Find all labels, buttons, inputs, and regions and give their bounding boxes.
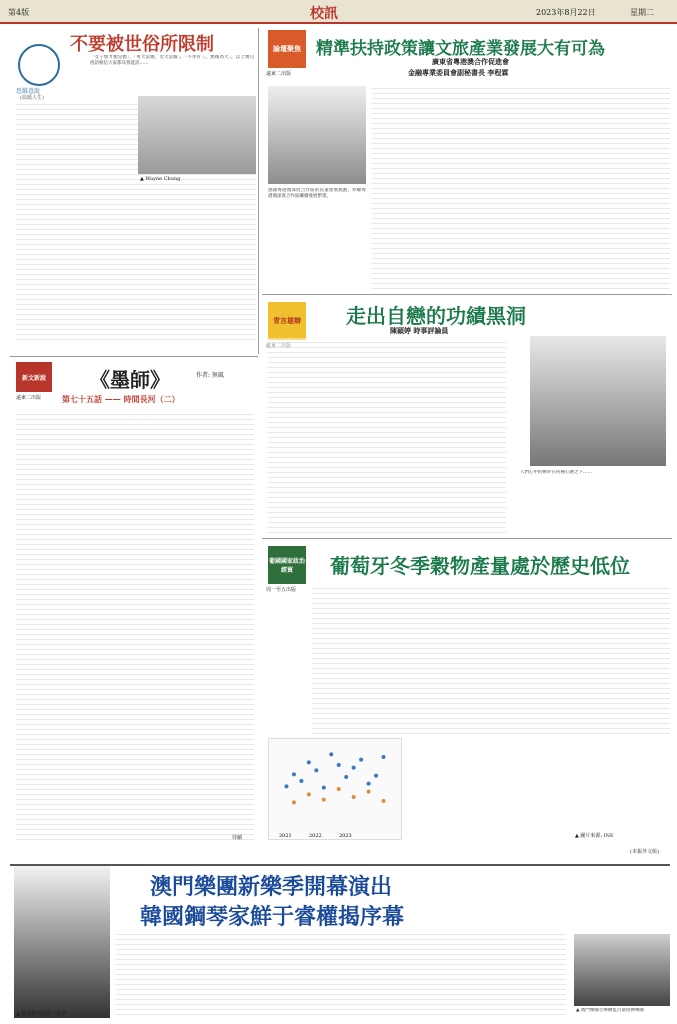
forum-badge-label: 遠東二出版 <box>266 71 292 77</box>
chart-point <box>382 799 386 803</box>
article1-lead: 「女子無才便是德」、「男大當婚，女大當嫁」，「不孝有三，無後為大」。以上幾句俗語相信大家都耳熟能詳…… <box>90 55 254 67</box>
grain-chart <box>268 738 402 840</box>
chart-point <box>322 798 326 802</box>
article1-photo <box>138 96 256 174</box>
chart-point <box>292 772 296 776</box>
chart-point <box>337 787 341 791</box>
chart-legend-label: 2023 <box>339 833 352 839</box>
chart-caption: ▲ 圖片來源: INE <box>575 833 614 839</box>
article3-title: 走出自戀的功績黑洞 <box>346 304 526 328</box>
article5-credit: (本報外文組) <box>630 849 659 855</box>
article5-title: 葡萄牙冬季穀物產量處於歷史低位 <box>330 554 630 578</box>
chart-point <box>359 758 363 762</box>
chart-point <box>337 763 341 767</box>
portugal-badge-sub: 周一至五出版 <box>266 587 297 593</box>
article4-author: 作者: 無風 <box>196 372 224 379</box>
chart-point <box>382 755 386 759</box>
article6-title2: 韓國鋼琴家鮮于睿權揭序幕 <box>140 904 405 930</box>
article2-sub1: 廣東省粵港澳合作促進會 <box>432 57 509 66</box>
chart-point <box>284 784 288 788</box>
paper-title: 校訊 <box>310 6 338 22</box>
article2-body-placeholder <box>372 84 670 292</box>
badge-title: 思維意說 <box>16 88 41 95</box>
page-header <box>0 0 677 24</box>
forum-badge-icon: 論壇聚焦 <box>268 30 306 68</box>
article3-body-placeholder <box>268 338 506 534</box>
chart-point <box>292 800 296 804</box>
article4-title: 《墨師》 <box>90 368 170 392</box>
chart-point <box>367 790 371 794</box>
chart-point <box>307 792 311 796</box>
chart-point <box>314 768 318 772</box>
article2-title: 精準扶持政策讓文旅產業發展大有可為 <box>316 39 605 59</box>
chart-legend-label: 2022 <box>309 833 322 839</box>
thinking-badge-icon <box>18 44 60 86</box>
article2-sub2: 金融專業委員會副秘書長 李程霖 <box>408 68 509 77</box>
chart-point <box>299 779 303 783</box>
article5-body-placeholder <box>312 584 670 734</box>
youth-badge-label: 遠東二出版 <box>266 343 292 349</box>
article3-author: 陳穎婷 時事評論員 <box>390 326 449 335</box>
article3-photo <box>530 336 666 466</box>
chart-point <box>322 786 326 790</box>
portugal-badge-icon: 葡國國家政治經貿 <box>268 546 306 584</box>
youth-badge-icon: 青言雄辯 <box>268 302 306 340</box>
novel-badge-sub: 遠東二出版 <box>16 395 42 401</box>
date: 2023年8月22日 <box>536 8 596 17</box>
article1-title: 不要被世俗所限制 <box>70 34 214 55</box>
article3-caption: 人們心中的嫉妒在何種心態之下…… <box>520 470 592 475</box>
weekday: 星期二 <box>630 8 654 17</box>
chart-point <box>344 775 348 779</box>
conductor-caption: ▲ 澳門樂團音樂總監呂嘉指揮樂團 <box>576 1008 644 1013</box>
article1-byline: ▲ Wayne Chung <box>140 176 181 182</box>
badge-sub: (温暖人生) <box>20 95 44 101</box>
article2-photo <box>268 86 366 184</box>
chart-point <box>374 774 378 778</box>
chart-point <box>352 766 356 770</box>
article4-end: 待續 <box>232 835 243 841</box>
pianist-caption: ▲ 韓國鋼琴家鮮于睿權 <box>16 1011 67 1017</box>
article6-title1: 澳門樂團新樂季開幕演出 <box>150 874 393 900</box>
chart-point <box>352 795 356 799</box>
chart-point <box>367 782 371 786</box>
chart-point <box>329 752 333 756</box>
article6-body-placeholder <box>116 930 566 1018</box>
conductor-photo <box>574 934 670 1006</box>
chart-point <box>307 760 311 764</box>
pianist-photo <box>14 866 110 1018</box>
chart-legend-label: 2021 <box>279 833 292 839</box>
article2-caption: 感謝粵港澳深度合作區的長遠發展規劃，亦願粵港澳深度合作區繼續發展繁榮。 <box>268 188 366 200</box>
article4-chapter: 第七十五話 —— 時間長河（二） <box>62 394 180 404</box>
article4-body-placeholder <box>16 410 254 840</box>
page-number: 第4版 <box>8 8 30 17</box>
novel-badge-icon: 新文新說 <box>16 362 52 392</box>
